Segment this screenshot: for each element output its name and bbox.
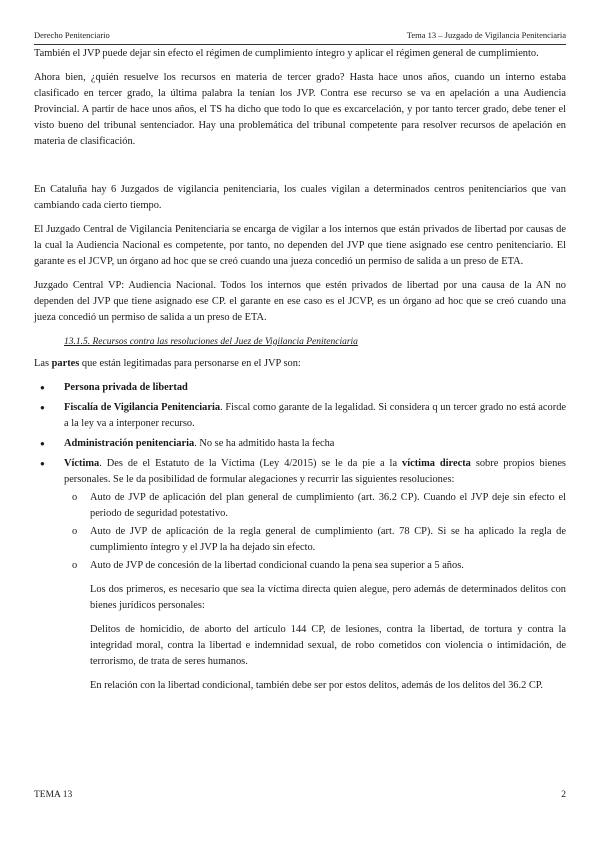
section-subheading: 13.1.5. Recursos contra las resoluciones del Juez de Vigilancia Penitenciaria <box>64 337 358 347</box>
spacer <box>34 158 566 182</box>
list-item: ● Persona privada de libertad <box>64 380 566 396</box>
paragraph: El Juzgado Central de Vigilancia Penitenciaria se encarga de vigilar a los internos que están privados de libertad por causas de la cual la Audiencia Nacional es competente, por tanto, no dependen del JVP que tiene asignado ese centro penitenciario. El garante es el JCVP, un órgano ad hoc que se creó cuando una jueza concedió un permiso de salida a un preso de ETA. <box>34 224 566 267</box>
sub-list-item: o Auto de JVP de aplicación del plan general de cumplimiento (art. 36.2 CP). Cuando el JVP deje sin efecto el periodo de seguridad potestativo. <box>90 490 566 522</box>
resolutions-list <box>64 490 566 574</box>
sub-list-item: o Auto de JVP de concesión de la libertad condicional cuando la pena sea superior a 5 años. <box>90 558 566 574</box>
paragraph: En Cataluña hay 6 Juzgados de vigilancia penitenciaria, los cuales vigilan a determinados centros penitenciarios que van cambiando cada cierto tiempo. <box>34 184 566 211</box>
parties-list <box>34 380 566 574</box>
page-body <box>34 46 566 702</box>
page-header <box>34 30 566 40</box>
header-right: Tema 13 – Juzgado de Vigilancia Penitenciaria <box>406 30 566 40</box>
note-paragraph: En relación con la libertad condicional, también debe ser por estos delitos, además de los delitos del 36.2 CP. <box>90 680 544 691</box>
note-paragraph: Delitos de homicidio, de aborto del artículo 144 CP, de lesiones, contra la libertad, de tortura y contra la integridad moral, contra la libertad e indemnidad sexual, de robo cometidos con violencia o intimidación, de terrorismo, de trata de seres humanos. <box>90 624 566 667</box>
paragraph: Ahora bien, ¿quién resuelve los recursos en materia de tercer grado? Hasta hace unos años, cuando un interno estaba clasificado en tercer grado, la última palabra la tenían los JVP. Contra ese recurso se va en apelación a una Audiencia Provincial. A partir de hace unos años, el TS ha dicho que todo lo que es excarcelación, y por tanto tercer grado, debe tener el visto bueno del tribunal sentenciador. Hay una problemática del tribunal competente para resolver recursos de apelación en materia de clasificación. <box>34 72 566 147</box>
list-item: ● Administración penitenciaria. No se ha admitido hasta la fecha <box>64 436 566 452</box>
sub-list-item: o Auto de JVP de aplicación de la regla general de cumplimiento (art. 78 CP). Si se ha aplicado la regla de cumplimiento íntegro y el JVP la ha dejado sin efecto. <box>90 524 566 556</box>
page-number: 2 <box>561 790 566 800</box>
partes-intro: Las partes que están legitimadas para personarse en el JVP son: <box>34 358 301 369</box>
indented-notes <box>34 582 566 694</box>
header-rule <box>34 44 566 45</box>
footer-label: TEMA 13 <box>34 790 73 800</box>
paragraph: Juzgado Central VP: Audiencia Nacional. Todos los internos que estén privados de libertad por una causa de la AN no dependen del JVP que tiene asignado ese CP. el garante en ese caso es el JCVP, es un órgano ad hoc que se creó cuando una jueza concedió un permiso de salida a un preso de ETA. <box>34 280 566 323</box>
partes-bold: partes <box>51 358 80 369</box>
list-item: ● Fiscalía de Vigilancia Penitenciaria. Fiscal como garante de la legalidad. Si considera q un tercer grado no está acorde a la ley va a interponer recurso. <box>64 400 566 432</box>
note-paragraph: Los dos primeros, es necesario que sea la víctima directa quien alegue, pero además de determinados delitos con bienes jurídicos personales: <box>90 584 566 611</box>
list-item: ● Víctima. Des de el Estatuto de la Víctima (Ley 4/2015) se le da pie a la víctima directa sobre propios bienes personales. Se le da posibilidad de formular alegaciones y recurrir las siguientes resoluciones: o Auto de JVP de aplicación del plan general de cumplimiento (art. 36.2 CP). Cuando el JVP deje sin efecto el periodo de seguridad potestativo. o Auto de JVP de aplicación de la regla general de cumplimiento (art. 78 CP). Si se ha aplicado la regla de cumplimiento íntegro y el JVP la ha dejado sin efecto. o Auto de JVP de concesión de la libertad condicional cuando la pena sea superior a 5 años. <box>64 456 566 574</box>
header-left: Derecho Penitenciario <box>34 30 110 40</box>
paragraph: También el JVP puede dejar sin efecto el régimen de cumplimiento íntegro y aplicar el régimen general de cumplimiento. <box>34 48 539 59</box>
page-footer <box>34 790 566 800</box>
